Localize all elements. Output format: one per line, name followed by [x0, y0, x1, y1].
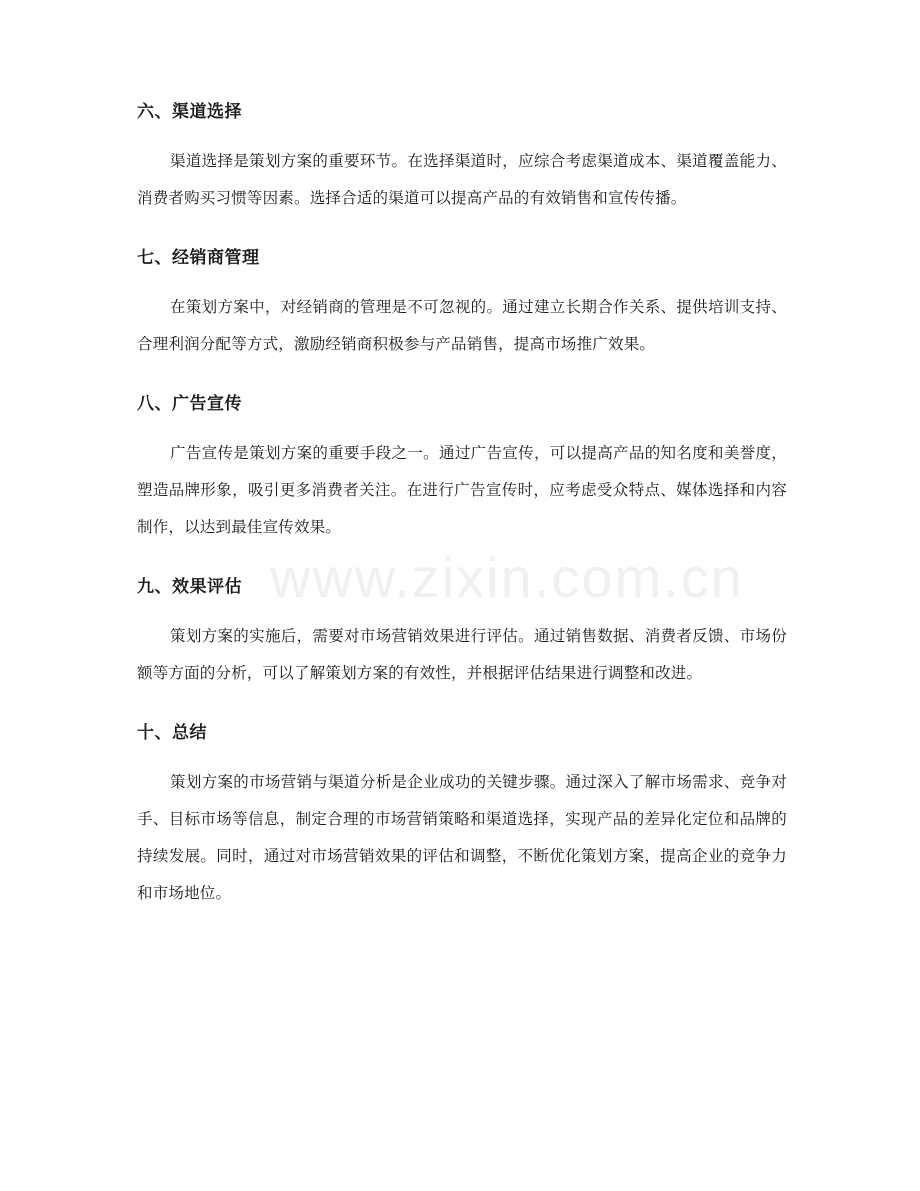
section-paragraph: 策划方案的实施后，需要对市场营销效果进行评估。通过销售数据、消费者反馈、市场份额等方面的分析，可以了解策划方案的有效性，并根据评估结果进行调整和改进。: [137, 627, 787, 682]
section-paragraph: 策划方案的市场营销与渠道分析是企业成功的关键步骤。通过深入了解市场需求、竞争对手、目标市场等信息，制定合理的市场营销策略和渠道选择，实现产品的差异化定位和品牌的持续发展。同时，通过对市场营销效果的评估和调整，不断优化策划方案，提高企业的竞争力和市场地位。: [137, 773, 787, 902]
section-heading: 六、渠道选择: [137, 102, 242, 122]
section-summary: [137, 721, 787, 912]
section-paragraph: 在策划方案中，对经销商的管理是不可忽视的。通过建立长期合作关系、提供培训支持、合理利润分配等方式，激励经销商积极参与产品销售，提高市场推广效果。: [137, 298, 787, 353]
watermark: www.zixin.com.cn: [270, 546, 744, 609]
document-body: [137, 100, 787, 941]
section-heading: 八、广告宣传: [137, 394, 242, 414]
section-heading: 十、总结: [137, 723, 207, 743]
section-heading: 七、经销商管理: [137, 248, 260, 268]
section-heading: 九、效果评估: [137, 577, 242, 597]
section-paragraph: 广告宣传是策划方案的重要手段之一。通过广告宣传，可以提高产品的知名度和美誉度，塑造品牌形象，吸引更多消费者关注。在进行广告宣传时，应考虑受众特点、媒体选择和内容制作，以达到最佳宣传效果。: [137, 444, 787, 536]
section-paragraph: 渠道选择是策划方案的重要环节。在选择渠道时，应综合考虑渠道成本、渠道覆盖能力、消费者购买习惯等因素。选择合适的渠道可以提高产品的有效销售和宣传传播。: [137, 152, 787, 207]
section-distributor-management: [137, 246, 787, 363]
section-advertising: [137, 392, 787, 546]
section-effect-evaluation: [137, 575, 787, 692]
section-channel-selection: [137, 100, 787, 217]
